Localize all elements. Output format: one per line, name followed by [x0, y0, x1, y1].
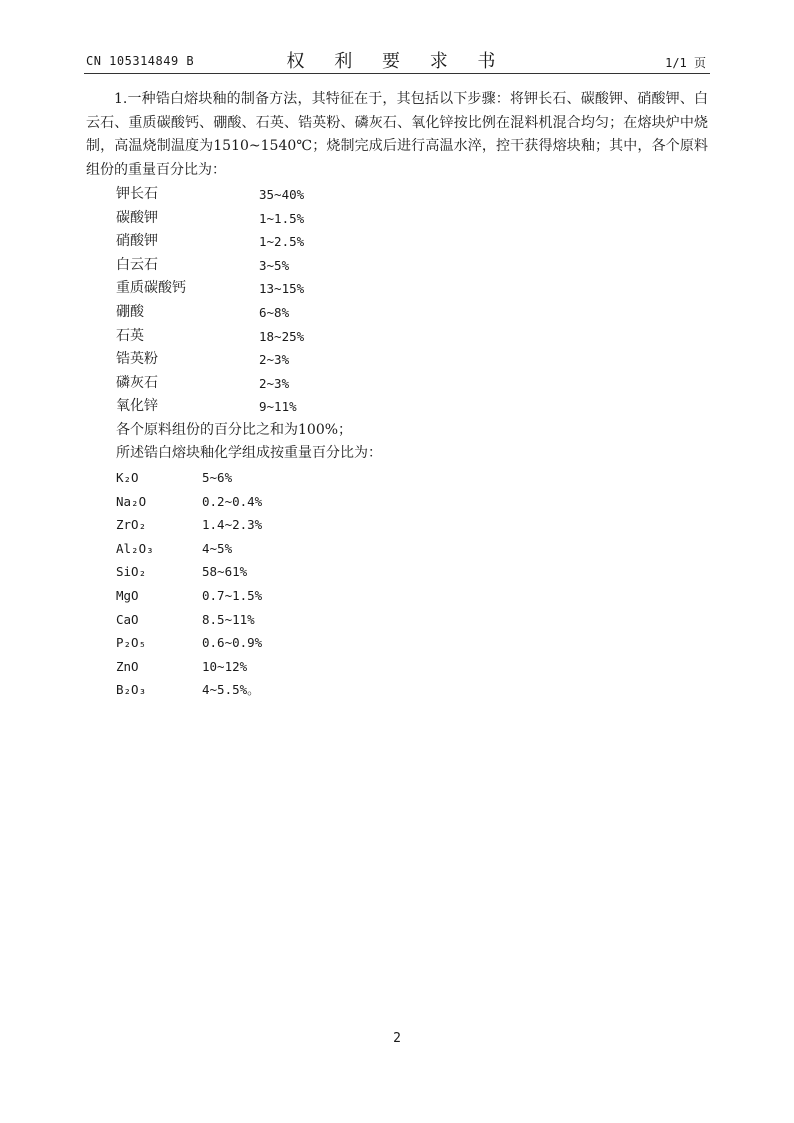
oxide-formula: CaO	[116, 611, 139, 627]
composition-intro: 所述锆白熔块釉化学组成按重量百分比为：	[116, 445, 382, 461]
material-name: 磷灰石	[116, 374, 158, 391]
material-name: 重质碳酸钙	[116, 280, 186, 297]
oxide-percent: 10~12%	[202, 658, 248, 674]
oxide-formula: Al₂O₃	[116, 540, 154, 556]
claim-body	[86, 88, 708, 182]
sum-note: 各个原料组份的百分比之和为100%；	[116, 422, 353, 438]
material-percent: 3~5%	[259, 257, 290, 273]
material-name: 硝酸钾	[116, 233, 158, 250]
header-rule	[84, 73, 710, 74]
material-percent: 9~11%	[259, 399, 297, 415]
page-indicator: 1/1 页	[665, 56, 706, 70]
oxide-percent: 0.7~1.5%	[202, 587, 263, 603]
oxide-percent: 0.6~0.9%	[202, 635, 263, 651]
oxide-formula: ZrO₂	[116, 517, 147, 533]
material-percent: 2~3%	[259, 375, 290, 391]
oxide-formula: K₂O	[116, 470, 139, 485]
oxide-percent: 8.5~11%	[202, 611, 255, 627]
material-percent: 13~15%	[259, 281, 305, 297]
material-name: 钾长石	[116, 186, 158, 202]
material-name: 白云石	[116, 256, 158, 273]
page-number: 2	[393, 1031, 401, 1046]
patent-number: CN 105314849 B	[86, 54, 195, 68]
material-name: 硼酸	[116, 303, 144, 320]
material-percent: 1~2.5%	[259, 234, 305, 250]
oxide-formula: MgO	[116, 587, 139, 603]
oxide-formula: Na₂O	[116, 493, 147, 509]
oxide-percent: 4~5%	[202, 540, 233, 556]
claim-text: 1.一种锆白熔块釉的制备方法，其特征在于，其包括以下步骤：将钾长石、碳酸钾、硝酸钾、白云石、重质碳酸钙、硼酸、石英、锆英粉、磷灰石、氧化锌按比例在混料机混合均匀；在熔块炉中烧制，高温烧制温度为1510~1540℃；烧制完成后进行高温水淬，控干获得熔块釉；其中，各个原料组份的重量百分比为：	[86, 91, 708, 178]
material-percent: 6~8%	[259, 304, 290, 320]
oxide-percent: 0.2~0.4%	[202, 493, 263, 509]
material-name: 碳酸钾	[116, 209, 158, 226]
oxide-formula: ZnO	[116, 658, 139, 674]
material-percent: 1~1.5%	[259, 210, 305, 226]
oxide-formula: SiO₂	[116, 564, 147, 580]
material-name: 氧化锌	[116, 398, 158, 415]
oxide-percent: 58~61%	[202, 564, 248, 580]
oxide-formula: B₂O₃	[116, 682, 147, 698]
material-name: 锆英粉	[116, 351, 158, 368]
oxide-percent: 4~5.5%。	[202, 682, 260, 698]
oxide-formula: P₂O₅	[116, 635, 147, 651]
page-title: 权 利 要 求 书	[286, 51, 508, 72]
material-percent: 2~3%	[259, 352, 290, 368]
material-percent: 18~25%	[259, 328, 305, 344]
material-name: 石英	[116, 327, 144, 344]
material-percent: 35~40%	[259, 187, 305, 202]
oxide-percent: 1.4~2.3%	[202, 517, 263, 533]
oxide-percent: 5~6%	[202, 470, 233, 485]
